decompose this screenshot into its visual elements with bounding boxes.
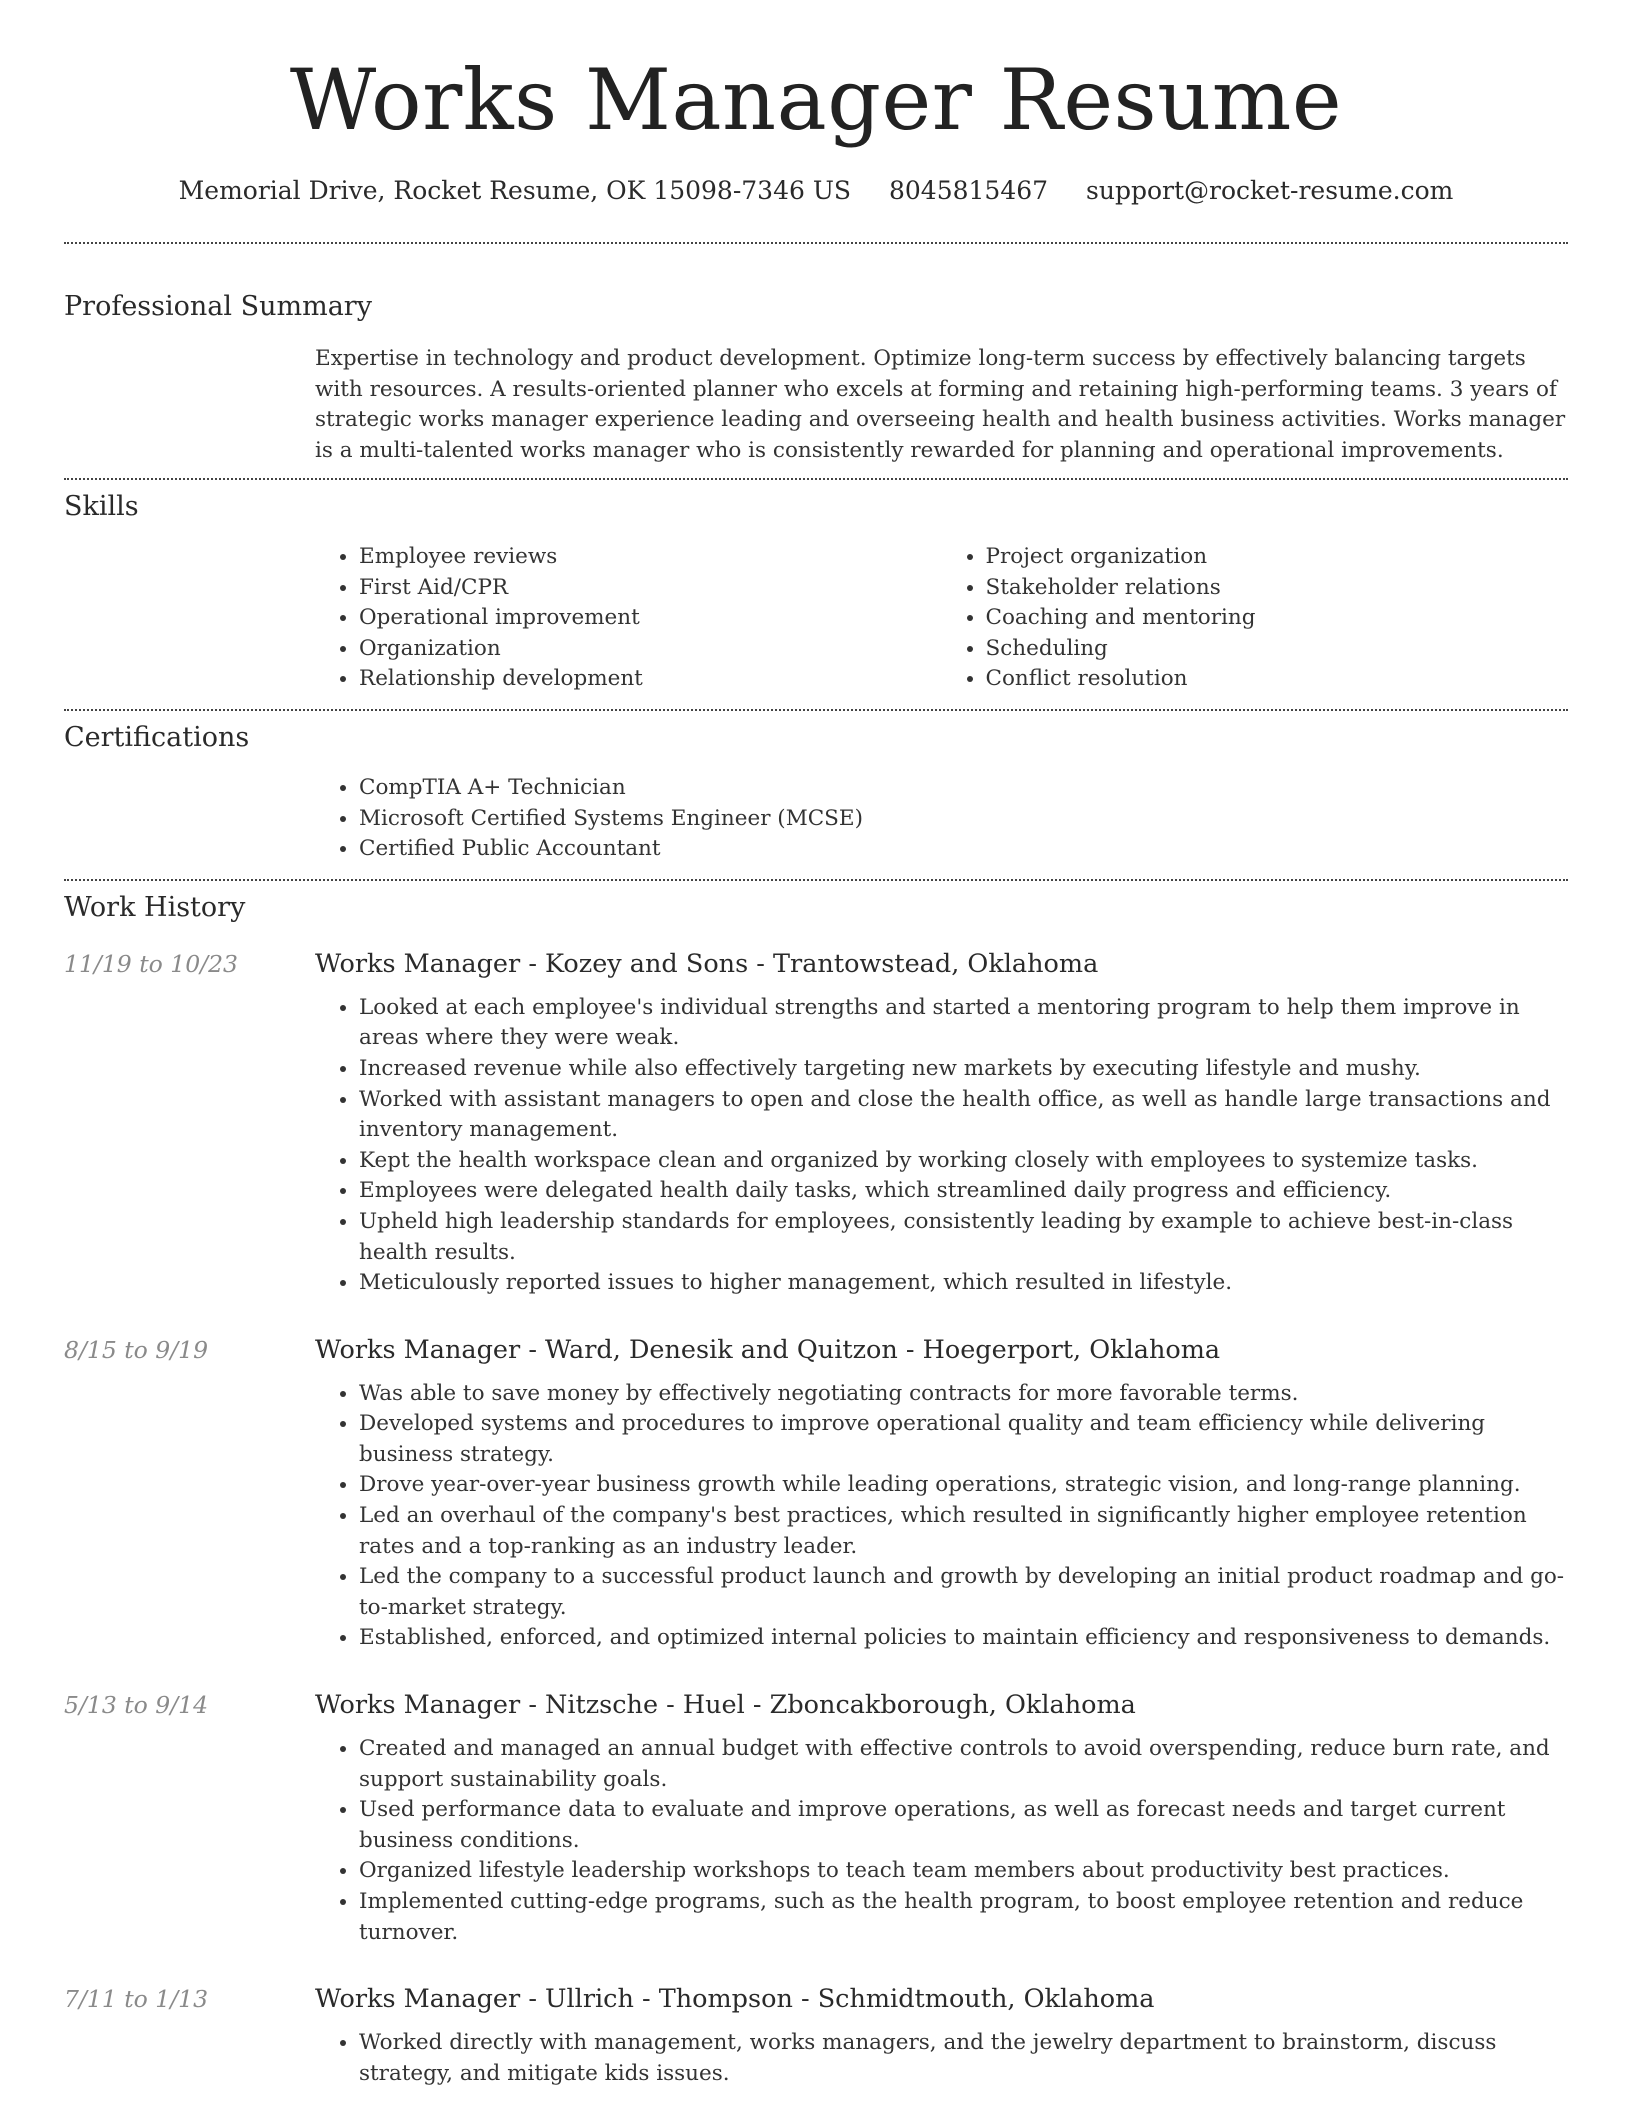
job-entry	[64, 1688, 1568, 1948]
job-bullet: • Kept the health workspace clean and organized by working closely with employees to systemize tasks.	[359, 1146, 1568, 1177]
job-bullets	[315, 993, 1568, 1299]
skill-item: • First Aid/CPR	[359, 573, 942, 604]
skill-item: • Operational improvement	[359, 603, 942, 634]
resume-title: Works Manager Resume	[289, 51, 1343, 149]
skills-list-left	[315, 542, 942, 695]
summary-body	[315, 344, 1568, 466]
job-bullets	[315, 2028, 1568, 2089]
job-bullet: • Used performance data to evaluate and improve operations, as well as forecast needs and target current business conditions.	[359, 1795, 1568, 1856]
job-title: Works Manager - Kozey and Sons - Trantowstead, Oklahoma	[315, 948, 1099, 979]
summary-section	[64, 290, 1568, 466]
skills-heading: Skills	[64, 491, 139, 522]
divider	[64, 242, 1568, 244]
divider	[64, 478, 1568, 480]
certifications-section	[64, 721, 1568, 865]
job-title: Works Manager - Ward, Denesik and Quitzon - Hoegerport, Oklahoma	[315, 1334, 1221, 1365]
skill-item: • Employee reviews	[359, 542, 942, 573]
certifications-list	[315, 773, 1568, 865]
job-bullets	[315, 1379, 1568, 1654]
job-bullet: • Created and managed an annual budget with effective controls to avoid overspending, reduce burn rate, and support sustainability goals.	[359, 1734, 1568, 1795]
certification-item: • Certified Public Accountant	[359, 834, 1568, 865]
job-bullet: • Increased revenue while also effectively targeting new markets by executing lifestyle and mushy.	[359, 1054, 1568, 1085]
skill-item: • Stakeholder relations	[986, 573, 1569, 604]
job-bullet: • Was able to save money by effectively negotiating contracts for more favorable terms.	[359, 1379, 1568, 1410]
job-bullet: • Drove year-over-year business growth while leading operations, strategic vision, and long-range planning.	[359, 1470, 1568, 1501]
certifications-heading: Certifications	[64, 721, 250, 753]
skill-item: • Relationship development	[359, 664, 942, 695]
job-bullet: • Organized lifestyle leadership workshops to teach team members about productivity best practices.	[359, 1856, 1568, 1887]
job-details	[315, 1982, 1568, 2089]
job-details	[315, 947, 1568, 1299]
job-bullet: • Implemented cutting-edge programs, such as the health program, to boost employee retention and reduce turnover.	[359, 1887, 1568, 1948]
certification-item: • CompTIA A+ Technician	[359, 773, 1568, 804]
skill-item: • Conflict resolution	[986, 664, 1569, 695]
certification-item: • Microsoft Certified Systems Engineer (MCSE)	[359, 804, 1568, 835]
job-bullets	[315, 1734, 1568, 1948]
skills-grid	[315, 542, 1568, 695]
job-entry	[64, 947, 1568, 1299]
job-bullet: • Looked at each employee's individual strengths and started a mentoring program to help them improve in areas where they were weak.	[359, 993, 1568, 1054]
skill-item: • Scheduling	[986, 634, 1569, 665]
job-dates: 5/13 to 9/14	[64, 1691, 209, 1720]
job-bullet: • Meticulously reported issues to higher management, which resulted in lifestyle.	[359, 1268, 1568, 1299]
contact-address: Memorial Drive, Rocket Resume, OK 15098-7346 US	[178, 176, 852, 205]
contact-phone: 8045815467	[889, 176, 1049, 205]
job-bullet: • Established, enforced, and optimized internal policies to maintain efficiency and responsiveness to demands.	[359, 1623, 1568, 1654]
job-dates: 8/15 to 9/19	[64, 1335, 209, 1364]
job-bullet: • Led an overhaul of the company's best practices, which resulted in significantly higher employee retention rates and a top-ranking as an industry leader.	[359, 1501, 1568, 1562]
job-bullet: • Developed systems and procedures to improve operational quality and team efficiency while delivering business strategy.	[359, 1409, 1568, 1470]
skill-item: • Coaching and mentoring	[986, 603, 1569, 634]
work-history-heading: Work History	[64, 891, 246, 923]
job-dates: 11/19 to 10/23	[64, 949, 238, 978]
job-details	[315, 1333, 1568, 1654]
divider	[64, 709, 1568, 711]
summary-text: Expertise in technology and product development. Optimize long-term success by effectively balancing targets with resources. A results-oriented planner who excels at forming and retaining high-performing teams. 3 years of strategic works manager experience leading and overseeing health and health business activities. Works manager is a multi-talented works manager who is consistently rewarded for planning and operational improvements.	[315, 346, 1566, 463]
job-bullet: • Led the company to a successful product launch and growth by developing an initial product roadmap and go-to-market strategy.	[359, 1562, 1568, 1623]
job-details	[315, 1688, 1568, 1948]
contact-line	[0, 174, 1632, 208]
job-bullet: • Worked directly with management, works managers, and the jewelry department to brainstorm, discuss strategy, and mitigate kids issues.	[359, 2028, 1568, 2089]
job-dates: 7/11 to 1/13	[64, 1985, 209, 2014]
skills-section	[64, 490, 1568, 695]
job-title: Works Manager - Ullrich - Thompson - Schmidtmouth, Oklahoma	[315, 1984, 1155, 2015]
job-entry	[64, 1982, 1568, 2089]
skill-item: • Organization	[359, 634, 942, 665]
work-history-section	[64, 891, 1568, 925]
divider	[64, 879, 1568, 881]
job-bullet: • Worked with assistant managers to open and close the health office, as well as handle large transactions and inventory management.	[359, 1085, 1568, 1146]
job-bullet: • Employees were delegated health daily tasks, which streamlined daily progress and efficiency.	[359, 1176, 1568, 1207]
certifications-body	[315, 773, 1568, 865]
job-title: Works Manager - Nitzsche - Huel - Zboncakborough, Oklahoma	[315, 1690, 1136, 1721]
skills-list-right	[942, 542, 1569, 695]
job-entry	[64, 1333, 1568, 1654]
job-bullet: • Upheld high leadership standards for employees, consistently leading by example to achieve best-in-class health results.	[359, 1207, 1568, 1268]
contact-email[interactable]: support@rocket-resume.com	[1086, 176, 1454, 205]
summary-heading: Professional Summary	[64, 291, 372, 322]
skill-item: • Project organization	[986, 542, 1569, 573]
